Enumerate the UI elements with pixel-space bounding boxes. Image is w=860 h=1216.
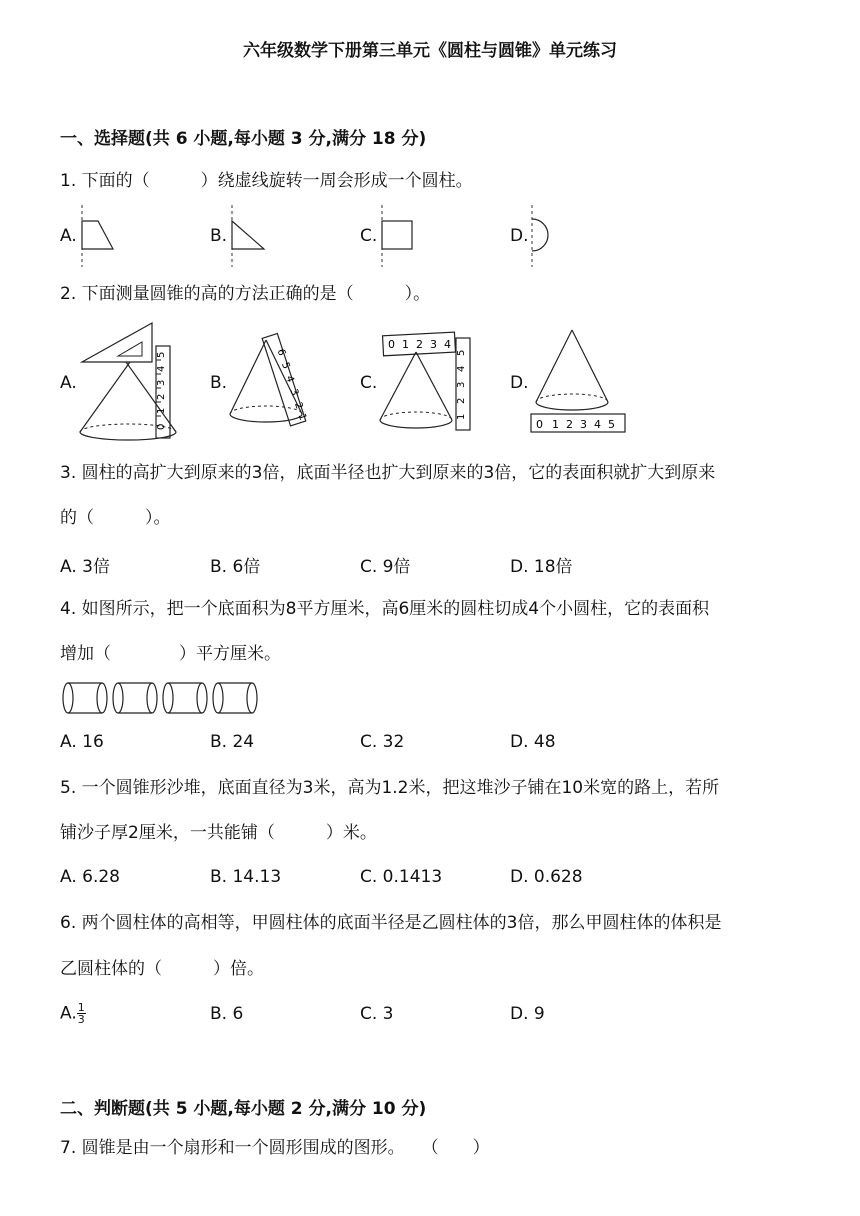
q5-option-c: C. 0.1413 [360,867,443,887]
ruler-label: 6 [274,347,288,358]
ruler-label: 5 [456,349,467,356]
q2-option-c: C. [360,373,378,393]
page-title: 六年级数学下册第三单元《圆柱与圆锥》单元练习 [243,41,617,61]
q6-option-d: D. 9 [510,1004,545,1024]
fraction [77,1002,86,1025]
ruler-label: 2 [291,401,305,411]
q6-option-b: B. 6 [210,1004,244,1024]
ruler-label: 1 [295,412,309,422]
ruler-label: 4 [594,418,601,431]
q1-option-a: A. [60,226,77,246]
ruler-label: 3 [430,338,437,351]
section-heading-judgement: 二、判断题(共 5 小题,每小题 2 分,满分 10 分) [60,1099,427,1119]
q3-option-c: C. 9倍 [360,557,411,577]
ruler-label: 3 [156,379,167,386]
question-4-line1: 4. 如图所示，把一个底面积为8平方厘米，高6厘米的圆柱切成4个小圆柱，它的表面积 [60,599,710,619]
ruler-label: 2 [156,393,167,400]
ruler-label: 4 [444,338,451,351]
q1-figure-a [76,205,121,267]
q2-figure-b [228,330,328,432]
ruler-label: 1 [402,338,409,351]
question-3-line2: 的（ ）。 [60,508,171,528]
ruler-label: 0 [156,423,167,430]
ruler-label: 0 [388,338,395,351]
question-6-line2: 乙圆柱体的（ ）倍。 [60,959,264,979]
q4-cylinders-figure [62,682,262,716]
q5-option-a: A. 6.28 [60,867,120,887]
question-7: 7. 圆锥是由一个扇形和一个圆形围成的图形。 （ ） [60,1138,490,1158]
q5-option-d: D. 0.628 [510,867,583,887]
q1-figure-d [526,205,571,267]
ruler-label: 1 [552,418,559,431]
ruler-label: 4 [456,365,467,372]
q6-option-c: C. 3 [360,1004,394,1024]
q2-figure-d [530,328,630,436]
q2-figure-a-labels [78,320,178,442]
q6-option-a-prefix: A. [60,1003,77,1024]
ruler-label: 3 [456,381,467,388]
q5-option-b: B. 14.13 [210,867,282,887]
q2-option-a: A. [60,373,77,393]
q1-figure-c [376,205,421,267]
q2-option-b: B. [210,373,228,393]
question-3-line1: 3. 圆柱的高扩大到原来的3倍，底面半径也扩大到原来的3倍，它的表面积就扩大到原来 [60,463,716,483]
ruler-label: 4 [283,374,296,384]
q1-figure-b [226,205,271,267]
question-6-line1: 6. 两个圆柱体的高相等，甲圆柱体的底面半径是乙圆柱体的3倍，那么甲圆柱体的体积是 [60,913,722,933]
q2-figure-c [378,332,478,436]
q4-option-d: D. 48 [510,732,556,752]
ruler-label: 2 [456,397,467,404]
ruler-label: 0 [536,418,543,431]
fraction-denominator: 3 [77,1013,85,1026]
ruler-label: 1 [156,407,167,414]
q1-option-c: C. [360,226,378,246]
ruler-label: 1 [456,413,467,420]
q3-option-d: D. 18倍 [510,557,573,577]
q6-option-a [60,1002,86,1025]
ruler-label: 3 [287,387,301,398]
q3-option-a: A. 3倍 [60,557,110,577]
ruler-label: 2 [416,338,423,351]
q2-option-d: D. [510,373,529,393]
q1-option-b: B. [210,226,228,246]
ruler-label: 5 [156,351,167,358]
question-2: 2. 下面测量圆锥的高的方法正确的是（ ）。 [60,284,431,304]
ruler-label: 2 [566,418,573,431]
q4-option-c: C. 32 [360,732,405,752]
section-heading-choice: 一、选择题(共 6 小题,每小题 3 分,满分 18 分) [60,129,427,149]
q3-option-b: B. 6倍 [210,557,261,577]
question-5-line1: 5. 一个圆锥形沙堆，底面直径为3米，高为1.2米，把这堆沙子铺在10米宽的路上，若所 [60,778,720,798]
q4-option-b: B. 24 [210,732,255,752]
ruler-label: 3 [580,418,587,431]
ruler-label: 4 [156,365,167,372]
question-1: 1. 下面的（ ）绕虚线旋转一周会形成一个圆柱。 [60,171,473,191]
ruler-label: 5 [279,361,292,371]
fraction-numerator: 1 [77,1001,85,1014]
q1-option-d: D. [510,226,529,246]
q4-option-a: A. 16 [60,732,104,752]
ruler-label: 5 [608,418,615,431]
question-5-line2: 铺沙子厚2厘米，一共能铺（ ）米。 [60,823,377,843]
question-4-line2: 增加（ ）平方厘米。 [60,644,281,664]
